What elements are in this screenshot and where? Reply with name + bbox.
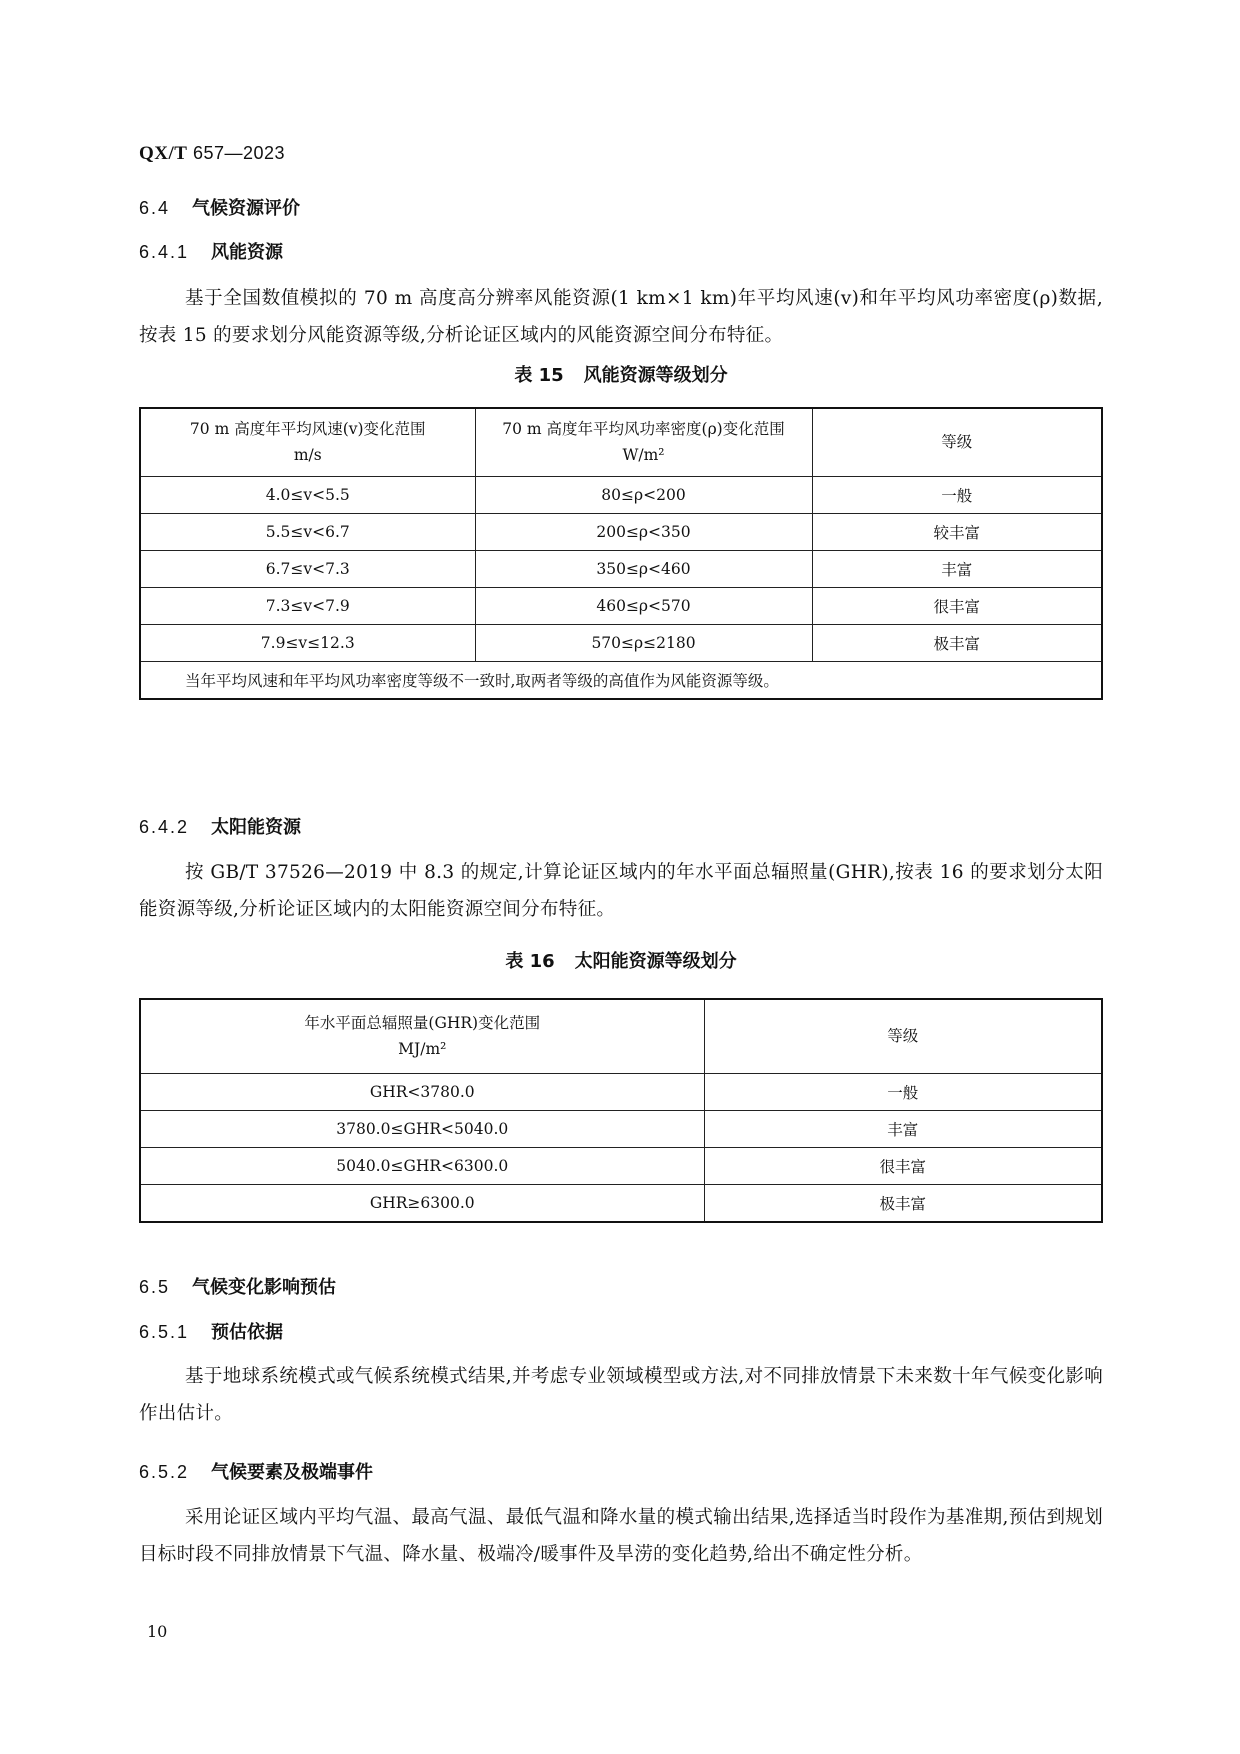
cell-power-density: 200≤ρ<350 bbox=[475, 513, 812, 550]
cell-ghr: GHR<3780.0 bbox=[140, 1073, 704, 1110]
table-row bbox=[140, 1110, 1102, 1147]
cell-ghr: GHR≥6300.0 bbox=[140, 1184, 704, 1222]
header-cell-grade: 等级 bbox=[812, 408, 1102, 476]
section-title: 预估依据 bbox=[211, 1322, 284, 1343]
table-header-row bbox=[140, 408, 1102, 476]
table-row bbox=[140, 476, 1102, 513]
cell-wind-speed: 6.7≤v<7.3 bbox=[140, 550, 475, 587]
table-number: 表 16 bbox=[505, 951, 555, 972]
cell-wind-speed: 7.9≤v≤12.3 bbox=[140, 624, 475, 661]
section-number: 6.4.2 bbox=[139, 817, 190, 837]
cell-wind-speed: 4.0≤v<5.5 bbox=[140, 476, 475, 513]
cell-wind-speed: 7.3≤v<7.9 bbox=[140, 587, 475, 624]
paragraph-solar-resource: 按 GB/T 37526—2019 中 8.3 的规定,计算论证区域内的年水平面总辐照量(GHR),按表 16 的要求划分太阳能资源等级,分析论证区域内的太阳能资源空间分布特征。 bbox=[139, 862, 1103, 920]
table-header-row bbox=[140, 999, 1102, 1073]
section-number: 6.4 bbox=[139, 198, 171, 218]
section-6-4-1-heading bbox=[139, 238, 283, 264]
cell-power-density: 80≤ρ<200 bbox=[475, 476, 812, 513]
cell-wind-speed: 5.5≤v<6.7 bbox=[140, 513, 475, 550]
table-row bbox=[140, 1073, 1102, 1110]
section-title: 气候变化影响预估 bbox=[192, 1277, 337, 1298]
table-row bbox=[140, 1184, 1102, 1222]
table-title: 太阳能资源等级划分 bbox=[574, 951, 737, 972]
page-number: 10 bbox=[147, 1622, 168, 1641]
paragraph-wind-resource: 基于全国数值模拟的 70 m 高度高分辨率风能资源(1 km×1 km)年平均风速(v)和年平均风功率密度(ρ)数据,按表 15 的要求划分风能资源等级,分析论证区域内的风能资源空间分布特征。 bbox=[139, 288, 1103, 346]
section-number: 6.5.2 bbox=[139, 1462, 190, 1482]
table-note: 当年平均风速和年平均风功率密度等级不一致时,取两者等级的高值作为风能资源等级。 bbox=[140, 661, 1102, 699]
cell-ghr: 3780.0≤GHR<5040.0 bbox=[140, 1110, 704, 1147]
table-row bbox=[140, 587, 1102, 624]
cell-grade: 一般 bbox=[704, 1073, 1102, 1110]
table-16-caption bbox=[139, 947, 1103, 973]
section-number: 6.4.1 bbox=[139, 242, 190, 262]
section-6-5-1-heading bbox=[139, 1318, 283, 1344]
standard-prefix: QX/T bbox=[139, 143, 188, 164]
header-cell-wind-speed: 70 m 高度年平均风速(v)变化范围 m/s bbox=[140, 408, 475, 476]
section-6-4-heading bbox=[139, 194, 300, 220]
section-6-4-2-heading bbox=[139, 813, 301, 839]
table-row bbox=[140, 513, 1102, 550]
table-title: 风能资源等级划分 bbox=[583, 365, 728, 386]
cell-power-density: 570≤ρ≤2180 bbox=[475, 624, 812, 661]
table-row bbox=[140, 550, 1102, 587]
cell-grade: 极丰富 bbox=[812, 624, 1102, 661]
table-15-wind-grades bbox=[139, 407, 1103, 700]
cell-grade: 很丰富 bbox=[704, 1147, 1102, 1184]
section-title: 气候要素及极端事件 bbox=[211, 1462, 374, 1483]
cell-grade: 丰富 bbox=[704, 1110, 1102, 1147]
standard-code bbox=[139, 143, 285, 165]
cell-ghr: 5040.0≤GHR<6300.0 bbox=[140, 1147, 704, 1184]
paragraph-projection-basis: 基于地球系统模式或气候系统模式结果,并考虑专业领域模型或方法,对不同排放情景下未来数十年气候变化影响作出估计。 bbox=[139, 1366, 1103, 1424]
section-title: 太阳能资源 bbox=[211, 817, 302, 838]
cell-grade: 较丰富 bbox=[812, 513, 1102, 550]
section-title: 气候资源评价 bbox=[192, 198, 301, 219]
cell-grade: 极丰富 bbox=[704, 1184, 1102, 1222]
table-16-solar-grades bbox=[139, 998, 1103, 1223]
table-note-row bbox=[140, 661, 1102, 699]
table-number: 表 15 bbox=[514, 365, 564, 386]
cell-grade: 一般 bbox=[812, 476, 1102, 513]
section-6-5-2-heading bbox=[139, 1458, 373, 1484]
cell-grade: 丰富 bbox=[812, 550, 1102, 587]
table-15-caption bbox=[139, 361, 1103, 387]
section-number: 6.5 bbox=[139, 1277, 171, 1297]
section-6-5-heading bbox=[139, 1273, 336, 1299]
table-row bbox=[140, 1147, 1102, 1184]
cell-power-density: 460≤ρ<570 bbox=[475, 587, 812, 624]
standard-number: 657—2023 bbox=[192, 143, 286, 163]
header-cell-grade: 等级 bbox=[704, 999, 1102, 1073]
cell-grade: 很丰富 bbox=[812, 587, 1102, 624]
header-cell-power-density: 70 m 高度年平均风功率密度(ρ)变化范围 W/m² bbox=[475, 408, 812, 476]
cell-power-density: 350≤ρ<460 bbox=[475, 550, 812, 587]
header-cell-ghr: 年水平面总辐照量(GHR)变化范围 MJ/m² bbox=[140, 999, 704, 1073]
table-row bbox=[140, 624, 1102, 661]
section-title: 风能资源 bbox=[211, 242, 284, 263]
paragraph-climate-elements: 采用论证区域内平均气温、最高气温、最低气温和降水量的模式输出结果,选择适当时段作为基准期,预估到规划目标时段不同排放情景下气温、降水量、极端冷/暖事件及旱涝的变化趋势,给出不确定性分析。 bbox=[139, 1507, 1103, 1565]
section-number: 6.5.1 bbox=[139, 1322, 190, 1342]
